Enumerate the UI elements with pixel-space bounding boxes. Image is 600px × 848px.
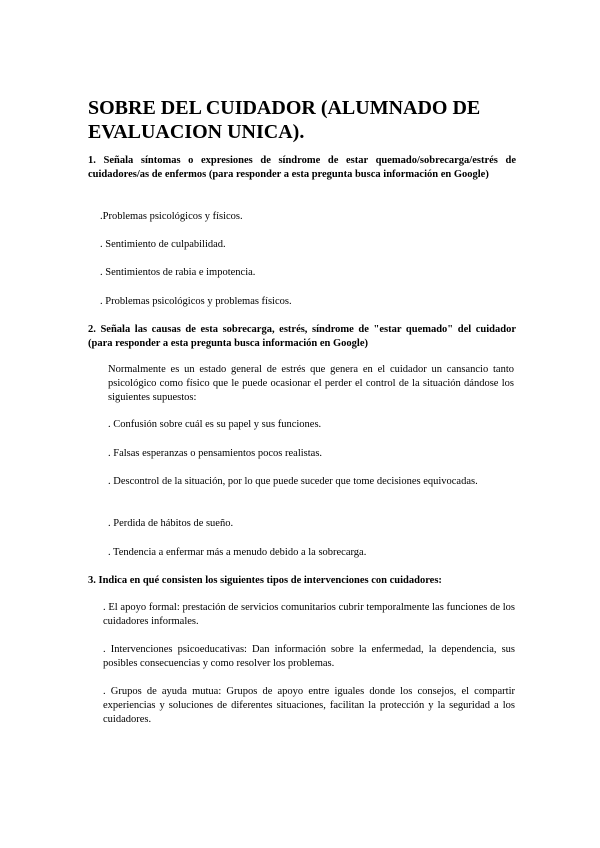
q3-item-2: . Intervenciones psicoeducativas: Dan información sobre la enfermedad, la dependencia, sus posibles consecuencias y como resolver los problemas. bbox=[103, 644, 515, 669]
q1-item-2: . Sentimiento de culpabilidad. bbox=[100, 239, 226, 250]
q2-item-2: . Falsas esperanzas o pensamientos pocos realistas. bbox=[108, 448, 323, 459]
q1-item-4: . Problemas psicológicos y problemas físicos. bbox=[100, 296, 292, 307]
q1-item-1: .Problemas psicológicos y físicos. bbox=[100, 211, 243, 222]
question-3-heading: 3. Indica en qué consisten los siguientes tipos de intervenciones con cuidadores: bbox=[88, 575, 442, 586]
q2-item-4: . Perdida de hábitos de sueño. bbox=[108, 518, 234, 529]
q3-item-1: . El apoyo formal: prestación de servicios comunitarios cubrir temporalmente las funciones de los cuidadores informales. bbox=[103, 602, 515, 627]
question-1-heading: 1. Señala síntomas o expresiones de síndrome de estar quemado/sobrecarga/estrés de cuidadores/as de enfermos (para responder a esta pregunta busca información en Google) bbox=[88, 155, 516, 180]
q3-item-3: . Grupos de ayuda mutua: Grupos de apoyo entre iguales donde los consejos, el compartir experiencias y soluciones de diferentes situaciones, facilitan la protección y la seguridad a los cuidadores. bbox=[103, 686, 515, 725]
q2-intro: Normalmente es un estado general de estrés que genera en el cuidador un cansancio tanto psicológico como físico que le puede ocasionar el perder el control de la situación dándose los siguientes supuestos: bbox=[108, 364, 514, 403]
question-2-heading: 2. Señala las causas de esta sobrecarga, estrés, síndrome de "estar quemado" del cuidador (para responder a esta pregunta busca información en Google) bbox=[88, 324, 516, 349]
q2-item-5: . Tendencia a enfermar más a menudo debido a la sobrecarga. bbox=[108, 547, 367, 558]
q1-item-3: . Sentimientos de rabia e impotencia. bbox=[100, 267, 256, 278]
q2-item-1: . Confusión sobre cuál es su papel y sus funciones. bbox=[108, 419, 322, 430]
document-title: SOBRE DEL CUIDADOR (ALUMNADO DE EVALUACION UNICA). bbox=[88, 97, 481, 143]
q2-item-3: . Descontrol de la situación, por lo que puede suceder que tome decisiones equivocadas. bbox=[108, 476, 478, 487]
